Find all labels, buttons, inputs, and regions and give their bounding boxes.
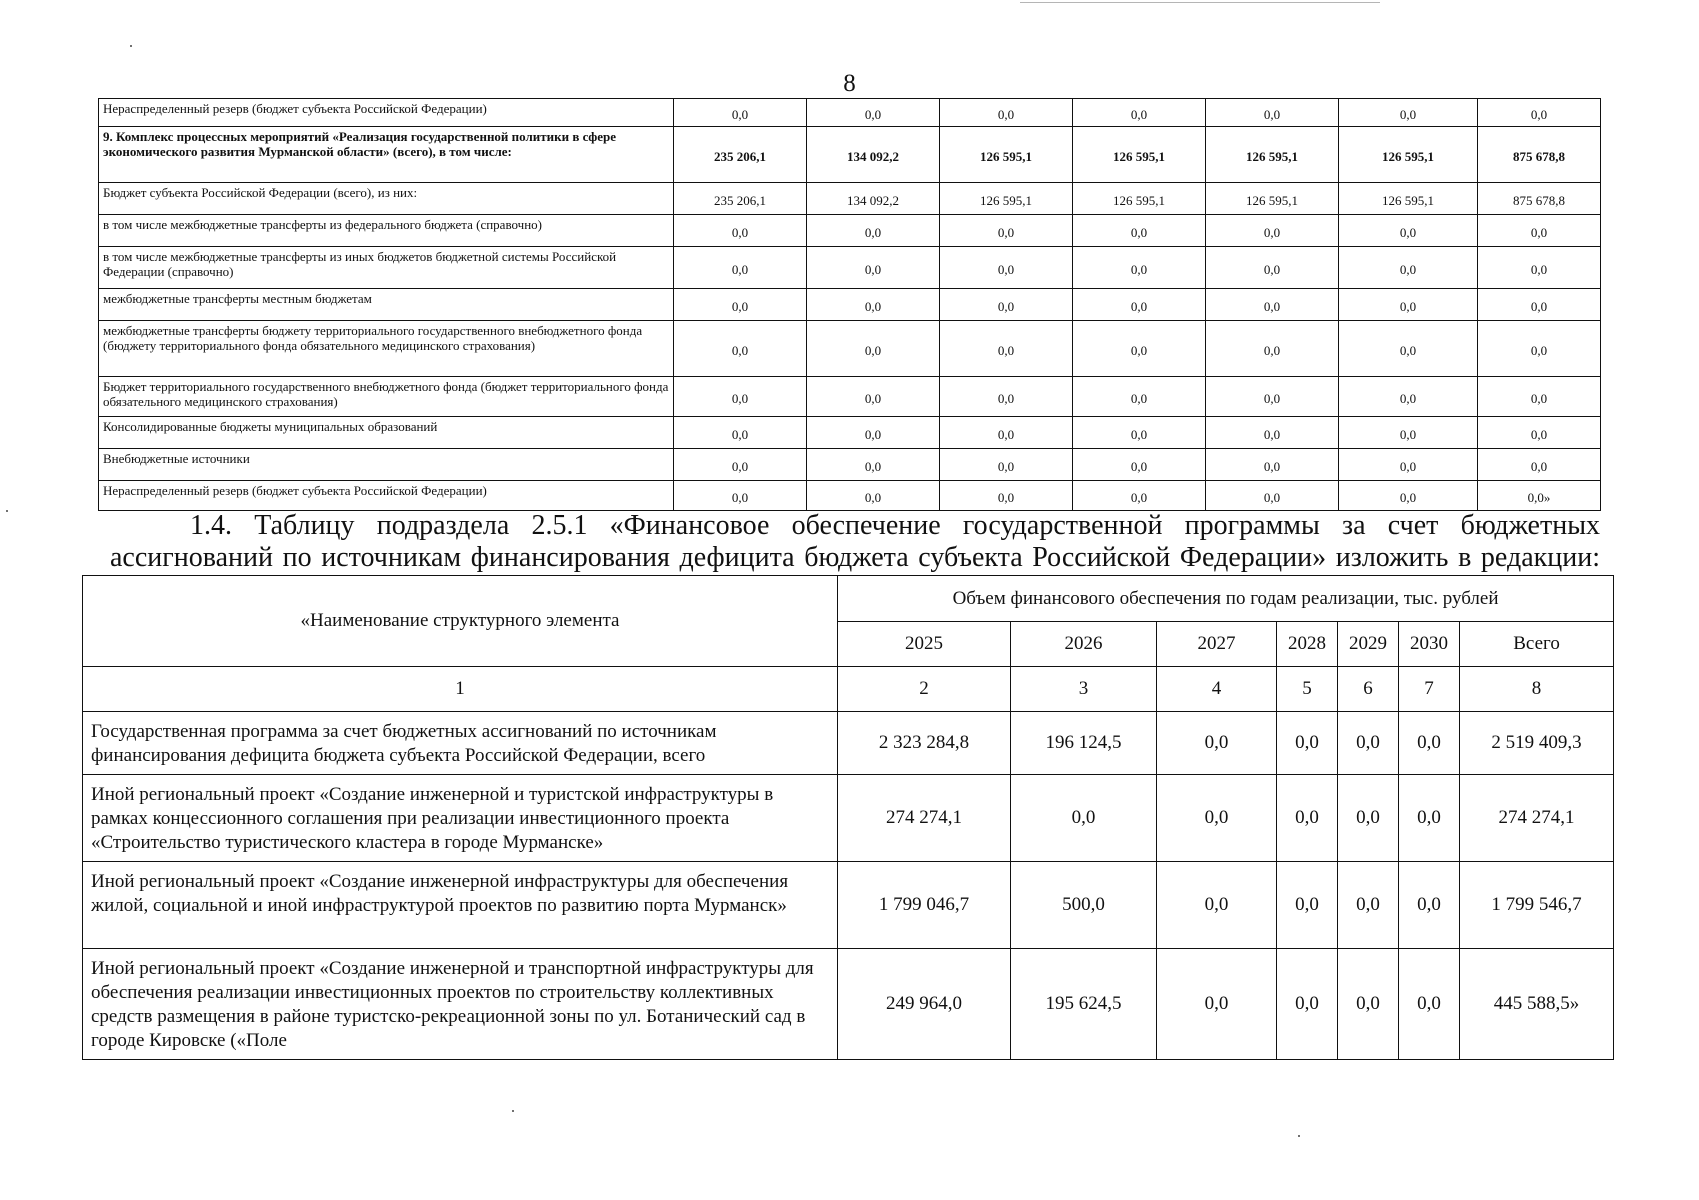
table-row	[83, 949, 1614, 1060]
scan-speck	[6, 510, 8, 512]
value-cell: 0,0	[1339, 99, 1478, 127]
value-cell: 0,0	[940, 215, 1073, 247]
table-row	[99, 247, 1601, 289]
scan-speck	[130, 45, 132, 47]
year-header: 2028	[1277, 622, 1338, 667]
value-cell: 0,0	[1073, 247, 1206, 289]
value-cell: 195 624,5	[1011, 949, 1157, 1060]
value-cell: 0,0	[940, 247, 1073, 289]
value-cell: 0,0	[1206, 481, 1339, 511]
table-row	[99, 449, 1601, 481]
value-cell: 134 092,2	[807, 183, 940, 215]
value-cell: 0,0	[1073, 481, 1206, 511]
page-number: 8	[843, 70, 856, 97]
value-cell: 0,0	[1338, 775, 1399, 862]
value-cell: 0,0	[940, 321, 1073, 377]
column-number: 4	[1157, 667, 1277, 712]
value-cell: 0,0	[674, 481, 807, 511]
value-cell: 274 274,1	[838, 775, 1011, 862]
value-cell: 0,0	[807, 99, 940, 127]
value-cell: 126 595,1	[1073, 183, 1206, 215]
value-cell: 2 323 284,8	[838, 712, 1011, 775]
row-label: в том числе межбюджетные трансферты из федерального бюджета (справочно)	[99, 215, 674, 247]
value-cell: 0,0	[674, 215, 807, 247]
value-cell: 235 206,1	[674, 127, 807, 183]
value-cell: 0,0	[1478, 449, 1601, 481]
value-cell: 0,0	[674, 247, 807, 289]
structural-element-name: Иной региональный проект «Создание инженерной и транспортной инфраструктуры для обеспечения реализации инвестиционных проектов по строительству коллективных средств размещения в районе туристско-рекреационной зоны по ул. Ботанический сад в городе Кировске («Поле	[83, 949, 838, 1060]
value-cell: 0,0	[1339, 481, 1478, 511]
value-cell: 0,0	[674, 417, 807, 449]
value-cell: 0,0	[807, 481, 940, 511]
value-cell: 196 124,5	[1011, 712, 1157, 775]
year-header: 2027	[1157, 622, 1277, 667]
year-header: 2030	[1399, 622, 1460, 667]
table-row	[99, 289, 1601, 321]
scan-speck	[1298, 1135, 1300, 1137]
value-cell: 0,0	[807, 449, 940, 481]
value-cell: 0,0	[1206, 417, 1339, 449]
value-cell: 0,0	[1338, 862, 1399, 949]
value-cell: 0,0	[1157, 862, 1277, 949]
value-cell: 0,0	[674, 99, 807, 127]
scan-speck	[512, 1110, 514, 1112]
value-cell: 0,0	[1157, 712, 1277, 775]
value-cell: 0,0	[1206, 449, 1339, 481]
value-cell: 126 595,1	[1206, 183, 1339, 215]
value-cell: 500,0	[1011, 862, 1157, 949]
column-number: 3	[1011, 667, 1157, 712]
value-cell: 0,0	[1339, 289, 1478, 321]
table-row	[83, 775, 1614, 862]
table-row	[99, 215, 1601, 247]
value-cell: 0,0	[1277, 949, 1338, 1060]
value-cell: 0,0	[1073, 417, 1206, 449]
value-cell: 0,0	[1206, 215, 1339, 247]
upper-funding-table	[98, 98, 1601, 511]
value-cell: 0,0	[807, 289, 940, 321]
value-cell: 0,0	[1073, 321, 1206, 377]
value-cell: 1 799 546,7	[1460, 862, 1614, 949]
value-cell: 0,0	[1478, 289, 1601, 321]
value-cell: 126 595,1	[1339, 127, 1478, 183]
table-row	[83, 862, 1614, 949]
value-cell: 249 964,0	[838, 949, 1011, 1060]
table-row	[83, 712, 1614, 775]
value-cell: 0,0	[940, 289, 1073, 321]
year-header: 2026	[1011, 622, 1157, 667]
column-number: 8	[1460, 667, 1614, 712]
value-cell: 0,0	[1073, 99, 1206, 127]
value-cell: 0,0	[1277, 712, 1338, 775]
value-cell: 0,0	[1157, 775, 1277, 862]
row-label: межбюджетные трансферты местным бюджетам	[99, 289, 674, 321]
value-cell: 0,0	[1399, 862, 1460, 949]
value-cell: 0,0	[1478, 321, 1601, 377]
value-cell: 0,0	[1277, 862, 1338, 949]
row-label: 9. Комплекс процессных мероприятий «Реализация государственной политики в сфере экономического развития Мурманской области» (всего), в том числе:	[99, 127, 674, 183]
value-cell: 0,0	[1339, 321, 1478, 377]
value-cell: 235 206,1	[674, 183, 807, 215]
scan-artifact-line	[1020, 2, 1380, 3]
table-row	[99, 321, 1601, 377]
row-label: межбюджетные трансферты бюджету территориального государственного внебюджетного фонда (бюджету территориального фонда обязательного медицинского страхования)	[99, 321, 674, 377]
value-cell: 0,0	[1206, 247, 1339, 289]
value-cell: 0,0	[1338, 712, 1399, 775]
value-cell: 0,0	[1206, 99, 1339, 127]
value-cell: 0,0	[1206, 377, 1339, 417]
value-cell: 0,0	[1206, 289, 1339, 321]
value-cell: 0,0	[807, 215, 940, 247]
value-cell: 0,0	[1478, 99, 1601, 127]
value-cell: 0,0	[1073, 449, 1206, 481]
value-cell: 0,0	[940, 417, 1073, 449]
funding-volume-header: Объем финансового обеспечения по годам реализации, тыс. рублей	[838, 576, 1614, 622]
value-cell: 274 274,1	[1460, 775, 1614, 862]
value-cell: 0,0	[674, 449, 807, 481]
total-header: Всего	[1460, 622, 1614, 667]
structural-element-name: Государственная программа за счет бюджетных ассигнований по источникам финансирования дефицита бюджета субъекта Российской Федерации, всего	[83, 712, 838, 775]
value-cell: 0,0	[1157, 949, 1277, 1060]
row-label: Бюджет территориального государственного внебюджетного фонда (бюджет территориального фонда обязательного медицинского страхования)	[99, 377, 674, 417]
structural-element-name: Иной региональный проект «Создание инженерной и туристской инфраструктуры в рамках концессионного соглашения при реализации инвестиционного проекта «Строительство туристического кластера в городе Мурманске»	[83, 775, 838, 862]
value-cell: 875 678,8	[1478, 183, 1601, 215]
value-cell: 0,0	[807, 377, 940, 417]
value-cell: 0,0	[807, 247, 940, 289]
value-cell: 0,0	[1478, 247, 1601, 289]
value-cell: 0,0	[1478, 215, 1601, 247]
value-cell: 0,0	[674, 289, 807, 321]
value-cell: 126 595,1	[940, 183, 1073, 215]
table-row	[99, 183, 1601, 215]
column-number: 5	[1277, 667, 1338, 712]
value-cell: 875 678,8	[1478, 127, 1601, 183]
value-cell: 0,0	[1339, 417, 1478, 449]
financing-table	[82, 575, 1614, 1060]
value-cell: 0,0	[1206, 321, 1339, 377]
value-cell: 0,0»	[1478, 481, 1601, 511]
value-cell: 126 595,1	[1206, 127, 1339, 183]
row-label: Нераспределенный резерв (бюджет субъекта Российской Федерации)	[99, 99, 674, 127]
value-cell: 1 799 046,7	[838, 862, 1011, 949]
table-row	[99, 417, 1601, 449]
value-cell: 0,0	[1399, 949, 1460, 1060]
column-number: 2	[838, 667, 1011, 712]
value-cell: 0,0	[1399, 775, 1460, 862]
structural-element-header: «Наименование структурного элемента	[83, 576, 838, 667]
value-cell: 0,0	[674, 321, 807, 377]
value-cell: 126 595,1	[940, 127, 1073, 183]
row-label: Консолидированные бюджеты муниципальных образований	[99, 417, 674, 449]
paragraph-line-2: ассигнований по источникам финансирования дефицита бюджета субъекта Российской Федерации» изложить в редакции:	[110, 542, 1600, 573]
value-cell: 0,0	[1338, 949, 1399, 1060]
table-row	[99, 127, 1601, 183]
value-cell: 0,0	[1073, 377, 1206, 417]
value-cell: 0,0	[1339, 247, 1478, 289]
value-cell: 134 092,2	[807, 127, 940, 183]
value-cell: 0,0	[807, 417, 940, 449]
table-row	[99, 99, 1601, 127]
year-header: 2025	[838, 622, 1011, 667]
value-cell: 445 588,5»	[1460, 949, 1614, 1060]
paragraph-line-1: 1.4. Таблицу подраздела 2.5.1 «Финансовое обеспечение государственной программы за счет бюджетных	[190, 510, 1600, 541]
row-label: Внебюджетные источники	[99, 449, 674, 481]
column-number: 6	[1338, 667, 1399, 712]
value-cell: 0,0	[674, 377, 807, 417]
row-label: Бюджет субъекта Российской Федерации (всего), из них:	[99, 183, 674, 215]
value-cell: 0,0	[1339, 449, 1478, 481]
column-number: 1	[83, 667, 838, 712]
value-cell: 0,0	[1073, 289, 1206, 321]
value-cell: 0,0	[940, 377, 1073, 417]
table-row	[99, 481, 1601, 511]
value-cell: 0,0	[1277, 775, 1338, 862]
year-header: 2029	[1338, 622, 1399, 667]
value-cell: 0,0	[1399, 712, 1460, 775]
value-cell: 126 595,1	[1073, 127, 1206, 183]
value-cell: 0,0	[1478, 377, 1601, 417]
value-cell: 0,0	[940, 99, 1073, 127]
column-number: 7	[1399, 667, 1460, 712]
value-cell: 0,0	[1339, 377, 1478, 417]
value-cell: 0,0	[1011, 775, 1157, 862]
value-cell: 0,0	[1339, 215, 1478, 247]
amendment-paragraph	[110, 510, 1600, 574]
table-row	[99, 377, 1601, 417]
value-cell: 0,0	[1478, 417, 1601, 449]
row-label: в том числе межбюджетные трансферты из иных бюджетов бюджетной системы Российской Федерации (справочно)	[99, 247, 674, 289]
value-cell: 0,0	[807, 321, 940, 377]
row-label: Нераспределенный резерв (бюджет субъекта Российской Федерации)	[99, 481, 674, 511]
value-cell: 126 595,1	[1339, 183, 1478, 215]
value-cell: 0,0	[1073, 215, 1206, 247]
structural-element-name: Иной региональный проект «Создание инженерной инфраструктуры для обеспечения жилой, социальной и иной инфраструктурой проектов по развитию порта Мурманск»	[83, 862, 838, 949]
value-cell: 0,0	[940, 449, 1073, 481]
value-cell: 2 519 409,3	[1460, 712, 1614, 775]
value-cell: 0,0	[940, 481, 1073, 511]
